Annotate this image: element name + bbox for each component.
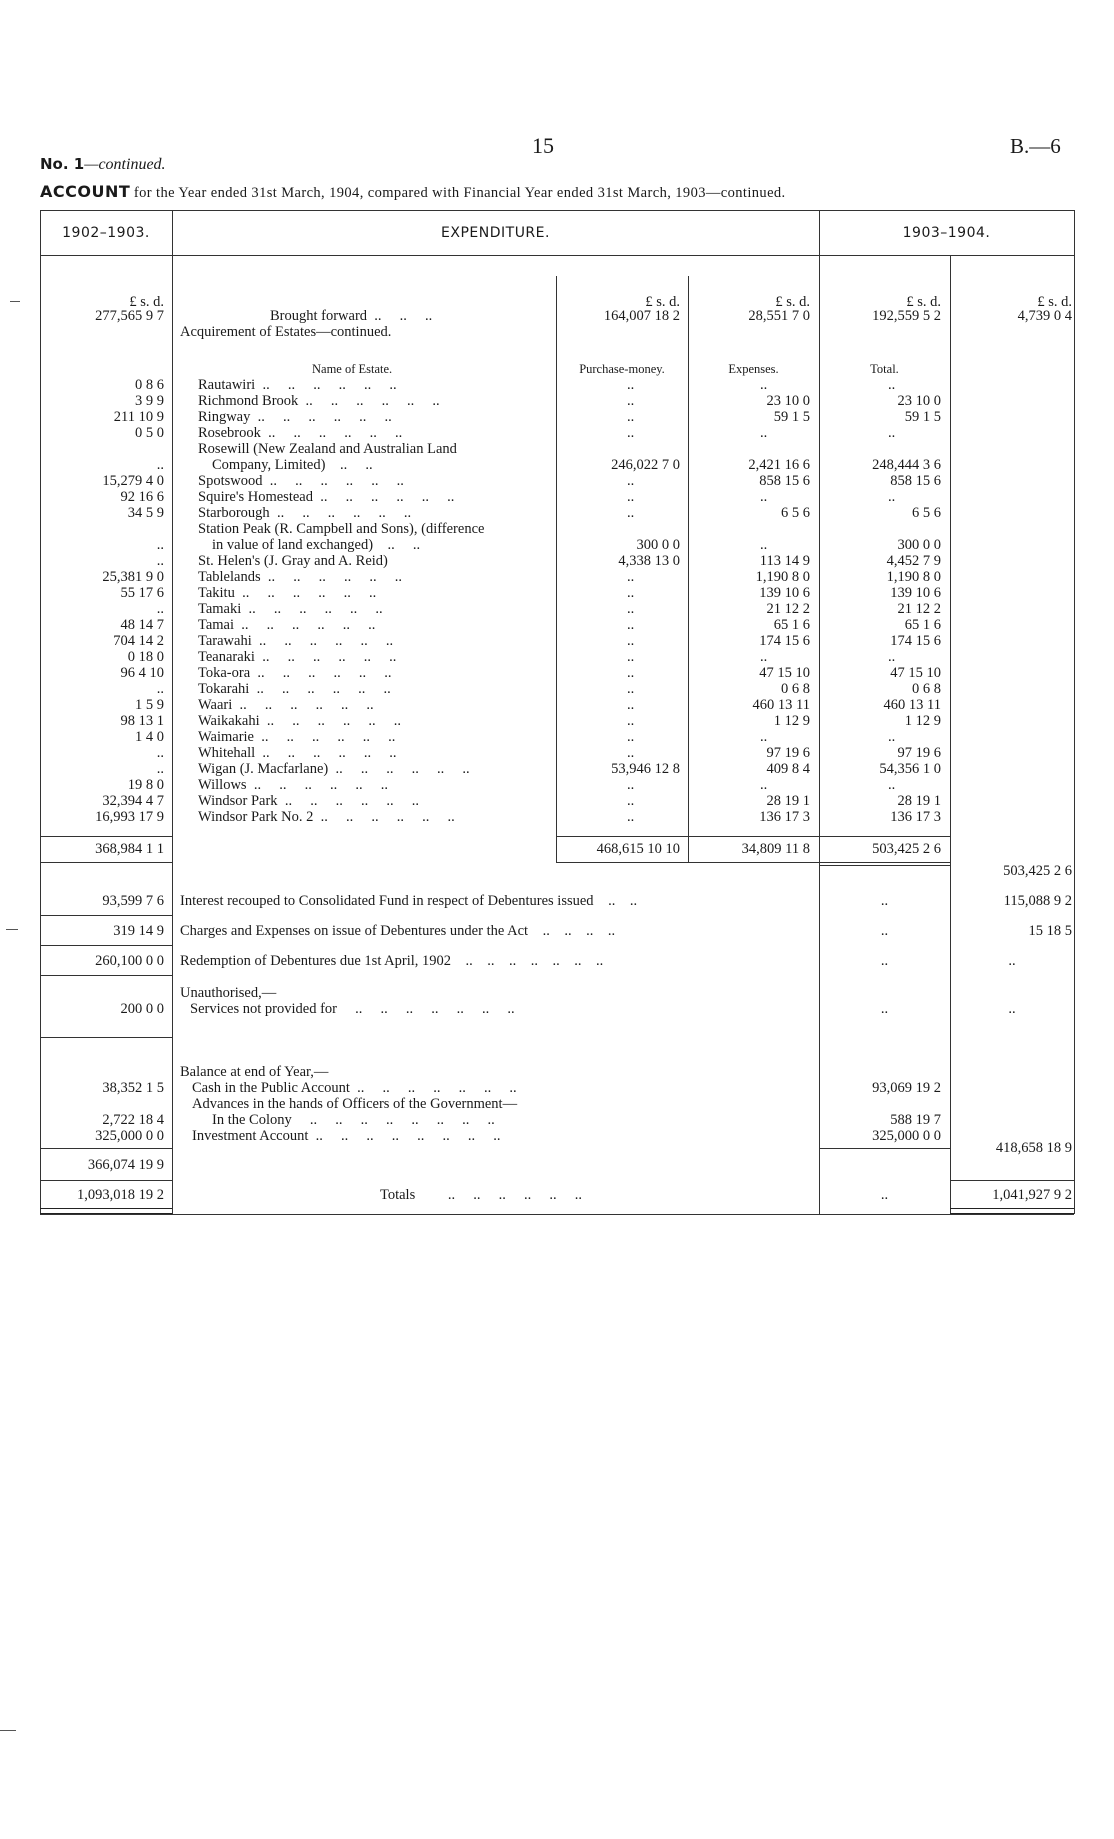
estate-name-row [198, 729, 395, 746]
other-item-prev: 260,100 0 0 [95, 953, 164, 969]
estate-name-row [198, 473, 404, 490]
estate-prev-amount: 211 10 9 [113, 409, 164, 425]
estate-expenses: .. [760, 777, 768, 793]
currency-label-expenses: £ s. d. [775, 294, 810, 310]
estate-name-line2: in value of land exchanged) [212, 537, 374, 553]
estate-prev-amount: 16,993 17 9 [95, 809, 164, 825]
estate-name-line2: Company, Limited) [212, 457, 326, 473]
estate-prev-amount: 32,394 4 7 [102, 793, 164, 809]
estate-expenses: 2,421 16 6 [748, 457, 810, 473]
estate-prev-amount: .. [156, 681, 164, 697]
balance-cash-total: 93,069 19 2 [872, 1080, 941, 1096]
no-label: No. 1 [40, 155, 85, 173]
estate-name-continued [212, 457, 373, 474]
estate-prev-amount: .. [156, 601, 164, 617]
estate-name: Toka-ora [198, 665, 251, 681]
balance-cash-row: Cash in the Public Account .. .. .. .. .. .. .. [192, 1080, 517, 1096]
estate-name: Waimarie [198, 729, 254, 745]
estate-expenses: 139 10 6 [759, 585, 810, 601]
leader-dots: .. .. .. .. .. .. [249, 681, 391, 697]
estate-name-row [198, 633, 393, 650]
estate-total: 300 0 0 [897, 537, 941, 553]
subtotal-grand: 503,425 2 6 [1003, 863, 1072, 879]
estate-total: 4,452 7 9 [886, 553, 941, 569]
estate-name: Station Peak (R. Campbell and Sons), (difference [198, 521, 485, 537]
estate-total: .. [888, 777, 896, 793]
estate-name-row [198, 393, 440, 410]
estate-total: 858 15 6 [890, 473, 941, 489]
leader-dots: .. .. .. .. .. .. [232, 697, 374, 713]
estate-purchase-money: .. [627, 793, 635, 809]
leader-dots: .. .. [373, 537, 421, 553]
estate-name-row [198, 649, 396, 666]
estate-purchase-money: .. [627, 473, 635, 489]
estate-prev-amount: 96 4 10 [120, 665, 164, 681]
balance-colony-prev: 2,722 18 4 [102, 1112, 164, 1128]
leader-dots: .. .. .. .. .. .. [250, 409, 392, 425]
subheader-expenses: Expenses. [728, 362, 779, 376]
estate-purchase-money: 4,338 13 0 [618, 553, 680, 569]
estate-purchase-money: .. [627, 665, 635, 681]
estate-name: Teanaraki [198, 649, 255, 665]
acquirement-label: Acquirement of Estates—continued. [180, 324, 392, 340]
estate-name-row [198, 553, 388, 570]
estate-expenses: .. [760, 489, 768, 505]
estate-name-row [198, 761, 470, 778]
other-item-total: .. [880, 923, 889, 939]
estate-name: Tarawahi [198, 633, 252, 649]
estate-total: 248,444 3 6 [872, 457, 941, 473]
estate-purchase-money: .. [627, 377, 635, 393]
estate-expenses: 409 8 4 [766, 761, 810, 777]
estate-purchase-money: 53,946 12 8 [611, 761, 680, 777]
estate-name: Windsor Park [198, 793, 278, 809]
leader-dots: .. .. .. .. .. .. [260, 569, 402, 585]
estate-name: Tokarahi [198, 681, 250, 697]
leader-dots: .. .. .. .. .. .. .. [451, 953, 604, 969]
balance-cash-label: Cash in the Public Account [192, 1080, 350, 1096]
subheader-total: Total. [870, 362, 899, 376]
unauthorised-grand: .. [1008, 1001, 1016, 1017]
estate-expenses: 858 15 6 [759, 473, 810, 489]
estate-prev-amount: 48 14 7 [120, 617, 164, 633]
other-item-label: Interest recouped to Consolidated Fund in respect of Debentures issued [180, 893, 594, 909]
estate-expenses: .. [760, 377, 768, 393]
document-number [40, 155, 166, 174]
estate-purchase-money: .. [627, 585, 635, 601]
leader-dots: .. .. .. .. .. .. [250, 665, 392, 681]
balance-investment-label: Investment Account [192, 1128, 309, 1144]
estate-total: 1 12 9 [904, 713, 941, 729]
estate-name-row [198, 793, 419, 810]
balance-investment-total: 325,000 0 0 [872, 1128, 941, 1144]
estate-name: Squire's Homestead [198, 489, 313, 505]
estate-name: St. Helen's (J. Gray and A. Reid) [198, 553, 388, 569]
estate-total: .. [888, 425, 896, 441]
leader-dots: .. .. .. .. .. .. [241, 601, 383, 617]
subtotal-total: 503,425 2 6 [872, 841, 941, 857]
estate-purchase-money: 300 0 0 [636, 537, 680, 553]
leader-dots: .. .. .. .. .. .. [312, 489, 455, 505]
unauthorised-total: .. [880, 1001, 889, 1017]
balance-colony-total: 588 19 7 [890, 1112, 941, 1128]
balance-heading: Balance at end of Year,— [180, 1064, 329, 1080]
leader-dots: .. .. .. .. .. .. [254, 729, 396, 745]
other-item-prev: 93,599 7 6 [102, 893, 164, 909]
estate-total: .. [888, 489, 896, 505]
estate-prev-amount: 0 5 0 [135, 425, 164, 441]
estate-prev-amount: 1 5 9 [135, 697, 164, 713]
leader-dots: .. .. [593, 893, 638, 909]
leader-dots: .. .. .. .. .. .. [251, 633, 394, 649]
estate-name: Waikakahi [198, 713, 260, 729]
estate-name: Tamai [198, 617, 235, 633]
brought-forward-expenses: 28,551 7 0 [748, 308, 810, 324]
estate-expenses: .. [760, 649, 768, 665]
estate-prev-amount: 3 9 9 [135, 393, 164, 409]
leader-dots: .. .. .. .. .. .. [254, 649, 397, 665]
estate-name-row [198, 585, 376, 602]
estate-name: Starborough [198, 505, 270, 521]
unauthorised-label: Services not provided for [190, 1001, 337, 1017]
unauthorised-prev: 200 0 0 [120, 1001, 164, 1017]
estate-prev-amount: .. [156, 537, 164, 553]
estate-expenses: 23 10 0 [766, 393, 810, 409]
currency-label-purchase: £ s. d. [645, 294, 680, 310]
estate-name-row [198, 569, 402, 586]
estate-total: 136 17 3 [890, 809, 941, 825]
estate-name-row [198, 601, 383, 618]
estate-expenses: 174 15 6 [759, 633, 810, 649]
account-title [40, 182, 786, 202]
estate-expenses: 460 13 11 [752, 697, 810, 713]
estate-purchase-money: .. [627, 697, 635, 713]
estate-expenses: 1 12 9 [773, 713, 810, 729]
balance-colony-label: In the Colony [212, 1112, 292, 1128]
estate-purchase-money: .. [627, 649, 635, 665]
estate-purchase-money: .. [627, 633, 635, 649]
estate-prev-amount: .. [156, 457, 164, 473]
estate-name: Rautawiri [198, 377, 256, 393]
estate-purchase-money: .. [627, 809, 635, 825]
brought-forward-purchase: 164,007 18 2 [603, 308, 680, 324]
leader-dots: .. .. [325, 457, 373, 473]
estate-name-row [198, 425, 402, 442]
estate-total: 139 10 6 [890, 585, 941, 601]
estate-prev-amount: .. [156, 553, 164, 569]
leader-dots: .. .. .. .. .. .. [255, 745, 397, 761]
estate-name-continued [212, 537, 420, 554]
estate-prev-amount: 55 17 6 [120, 585, 164, 601]
subtotal-purchase: 468,615 10 10 [596, 841, 680, 857]
estate-name-row [198, 505, 411, 522]
account-word: ACCOUNT [40, 182, 131, 201]
estate-total: 460 13 11 [883, 697, 941, 713]
currency-label-prev: £ s. d. [129, 294, 164, 310]
estate-purchase-money: .. [627, 393, 635, 409]
balance-investment-prev: 325,000 0 0 [95, 1128, 164, 1144]
estate-purchase-money: .. [627, 601, 635, 617]
totals-prev: 1,093,018 19 2 [77, 1187, 164, 1203]
estate-prev-amount: 704 14 2 [113, 633, 164, 649]
estate-purchase-money: 246,022 7 0 [611, 457, 680, 473]
page-number: 15 [532, 133, 554, 158]
estate-name: Spotswood [198, 473, 263, 489]
estate-expenses: .. [760, 537, 768, 553]
totals-label: Totals [380, 1187, 416, 1203]
estate-purchase-money: .. [627, 425, 635, 441]
unauthorised-heading: Unauthorised,— [180, 985, 277, 1001]
column-header-expenditure: EXPENDITURE. [441, 225, 550, 241]
other-item-prev: 319 14 9 [113, 923, 164, 939]
other-item-label-row [180, 893, 637, 910]
brought-forward-total: 192,559 5 2 [872, 308, 941, 324]
other-item-label-row [180, 953, 603, 970]
subtotal-expenses: 34,809 11 8 [741, 841, 810, 857]
leader-dots: .. .. .. .. .. .. [262, 473, 404, 489]
leader-dots: .. .. .. .. [528, 923, 616, 939]
other-item-label: Charges and Expenses on issue of Debentures under the Act [180, 923, 529, 939]
estate-name-row [198, 777, 388, 794]
brought-forward-grand: 4,739 0 4 [1017, 308, 1072, 324]
estate-total: 174 15 6 [890, 633, 941, 649]
estate-expenses: 136 17 3 [759, 809, 810, 825]
brought-forward-text: Brought forward [270, 308, 368, 324]
subheader-estate-name: Name of Estate. [312, 362, 393, 376]
estate-total: .. [888, 649, 896, 665]
estate-name: Whitehall [198, 745, 256, 761]
unauthorised-label-row: Services not provided for .. .. .. .. .. .. .. [190, 1001, 515, 1017]
column-header-1903-1904: 1903–1904. [902, 225, 991, 241]
estate-total: 23 10 0 [897, 393, 941, 409]
estate-total: 6 5 6 [912, 505, 941, 521]
estate-prev-amount: 0 18 0 [127, 649, 164, 665]
estate-name: Takitu [198, 585, 235, 601]
subheader-purchase-money: Purchase-money. [579, 362, 665, 376]
estate-total: .. [888, 377, 896, 393]
leader-dots: .. .. .. .. .. .. [260, 425, 403, 441]
other-item-total: .. [880, 953, 889, 969]
leader-dots: .. .. .. .. .. .. [246, 777, 388, 793]
other-item-grand: 15 18 5 [1028, 923, 1072, 939]
other-item-grand: .. [1008, 953, 1016, 969]
currency-label-grand: £ s. d. [1037, 294, 1072, 310]
currency-label-total: £ s. d. [906, 294, 941, 310]
estate-name: Rosebrook [198, 425, 261, 441]
estate-expenses: 113 14 9 [759, 553, 810, 569]
estate-prev-amount: 92 16 6 [120, 489, 164, 505]
balance-prev-sum: 366,074 19 9 [87, 1157, 164, 1173]
estate-purchase-money: .. [627, 681, 635, 697]
estate-prev-amount: .. [156, 745, 164, 761]
leader-dots: .. .. .. .. .. .. [234, 617, 376, 633]
totals-total: .. [880, 1187, 889, 1203]
estate-prev-amount: 34 5 9 [127, 505, 164, 521]
series-number: B.—6 [1010, 134, 1061, 158]
brought-forward-label: Brought forward .. .. .. [270, 308, 433, 324]
estate-expenses: 1,190 8 0 [755, 569, 810, 585]
balance-colony-row: In the Colony .. .. .. .. .. .. .. .. [212, 1112, 495, 1128]
other-item-grand: 115,088 9 2 [1003, 893, 1072, 909]
estate-total: 54,356 1 0 [879, 761, 941, 777]
estate-total: 0 6 8 [912, 681, 941, 697]
estate-expenses: 97 19 6 [766, 745, 810, 761]
estate-prev-amount: 15,279 4 0 [102, 473, 164, 489]
estate-purchase-money: .. [627, 569, 635, 585]
column-header-1902-1903: 1902–1903. [62, 225, 150, 241]
estate-name-row [198, 409, 392, 426]
estate-name: Waari [198, 697, 233, 713]
estate-prev-amount: 19 8 0 [127, 777, 164, 793]
estate-expenses: .. [760, 425, 768, 441]
other-item-total: .. [880, 893, 889, 909]
estate-name-row [198, 489, 454, 506]
estate-purchase-money: .. [627, 777, 635, 793]
estate-purchase-money: .. [627, 489, 635, 505]
leader-dots: .. .. .. .. .. .. [298, 393, 440, 409]
estate-name-row [198, 681, 391, 698]
leader-dots: .. .. .. .. .. .. [313, 809, 455, 825]
subtotal-prev: 368,984 1 1 [95, 841, 164, 857]
estate-purchase-money: .. [627, 745, 635, 761]
estate-total: 47 15 10 [890, 665, 941, 681]
estate-name-row [198, 377, 397, 394]
estate-prev-amount: 1 4 0 [135, 729, 164, 745]
estate-name: Richmond Brook [198, 393, 299, 409]
other-item-label-row [180, 923, 615, 940]
estate-purchase-money: .. [627, 729, 635, 745]
estate-expenses: 59 1 5 [773, 409, 810, 425]
estate-total: 1,190 8 0 [886, 569, 941, 585]
balance-grand: 418,658 18 9 [995, 1140, 1072, 1156]
estate-expenses: .. [760, 729, 768, 745]
estate-total: 21 12 2 [897, 601, 941, 617]
estate-purchase-money: .. [627, 617, 635, 633]
leader-dots: .. .. .. .. .. .. [255, 377, 397, 393]
estate-name-row [198, 665, 392, 682]
estate-name: Ringway [198, 409, 251, 425]
estate-name: Tamaki [198, 601, 242, 617]
leader-dots: .. .. .. .. .. .. [277, 793, 419, 809]
leader-dots: .. .. .. .. .. .. [234, 585, 377, 601]
estate-name-row [198, 441, 457, 458]
leader-dots: .. .. .. .. .. .. [328, 761, 470, 777]
estate-name: Windsor Park No. 2 [198, 809, 314, 825]
estate-expenses: 0 6 8 [781, 681, 810, 697]
estate-name: Rosewill (New Zealand and Australian Land [198, 441, 457, 457]
leader-dots: .. .. .. .. .. .. [259, 713, 402, 729]
estate-name-row [198, 521, 484, 538]
estate-name-row [198, 809, 455, 826]
leader-dots: .. .. .. .. .. .. [269, 505, 412, 521]
estate-name-row [198, 745, 397, 762]
estate-expenses: 6 5 6 [781, 505, 810, 521]
estate-purchase-money: .. [627, 505, 635, 521]
estate-name: Willows [198, 777, 247, 793]
estate-expenses: 28 19 1 [766, 793, 810, 809]
estate-name-row [198, 697, 374, 714]
balance-investment-row: Investment Account .. .. .. .. .. .. .. .. [192, 1128, 501, 1144]
brought-forward-prev: 277,565 9 7 [95, 308, 164, 324]
balance-advances-label: Advances in the hands of Officers of the Government— [192, 1096, 518, 1112]
estate-total: 28 19 1 [897, 793, 941, 809]
estate-total: .. [888, 729, 896, 745]
estate-total: 59 1 5 [904, 409, 941, 425]
estate-prev-amount: 98 13 1 [120, 713, 164, 729]
estate-expenses: 65 1 6 [773, 617, 810, 633]
estate-expenses: 21 12 2 [766, 601, 810, 617]
estate-total: 65 1 6 [904, 617, 941, 633]
estate-purchase-money: .. [627, 713, 635, 729]
account-title-text: for the Year ended 31st March, 1904, compared with Financial Year ended 31st March, 1903—continued. [133, 185, 786, 201]
balance-cash-prev: 38,352 1 5 [102, 1080, 164, 1096]
estate-name-row [198, 617, 375, 634]
totals-grand: 1,041,927 9 2 [992, 1187, 1072, 1203]
estate-name: Tablelands [198, 569, 261, 585]
estate-prev-amount: 25,381 9 0 [102, 569, 164, 585]
estate-total: 97 19 6 [897, 745, 941, 761]
estate-name: Wigan (J. Macfarlane) [198, 761, 329, 777]
estate-expenses: 47 15 10 [759, 665, 810, 681]
totals-row: Totals .. .. .. .. .. .. [380, 1187, 582, 1203]
estate-name-row [198, 713, 401, 730]
estate-prev-amount: .. [156, 761, 164, 777]
estate-prev-amount: 0 8 6 [135, 377, 164, 393]
other-item-label: Redemption of Debentures due 1st April, 1902 [180, 953, 452, 969]
continued-label: —continued. [84, 156, 166, 173]
estate-purchase-money: .. [627, 409, 635, 425]
